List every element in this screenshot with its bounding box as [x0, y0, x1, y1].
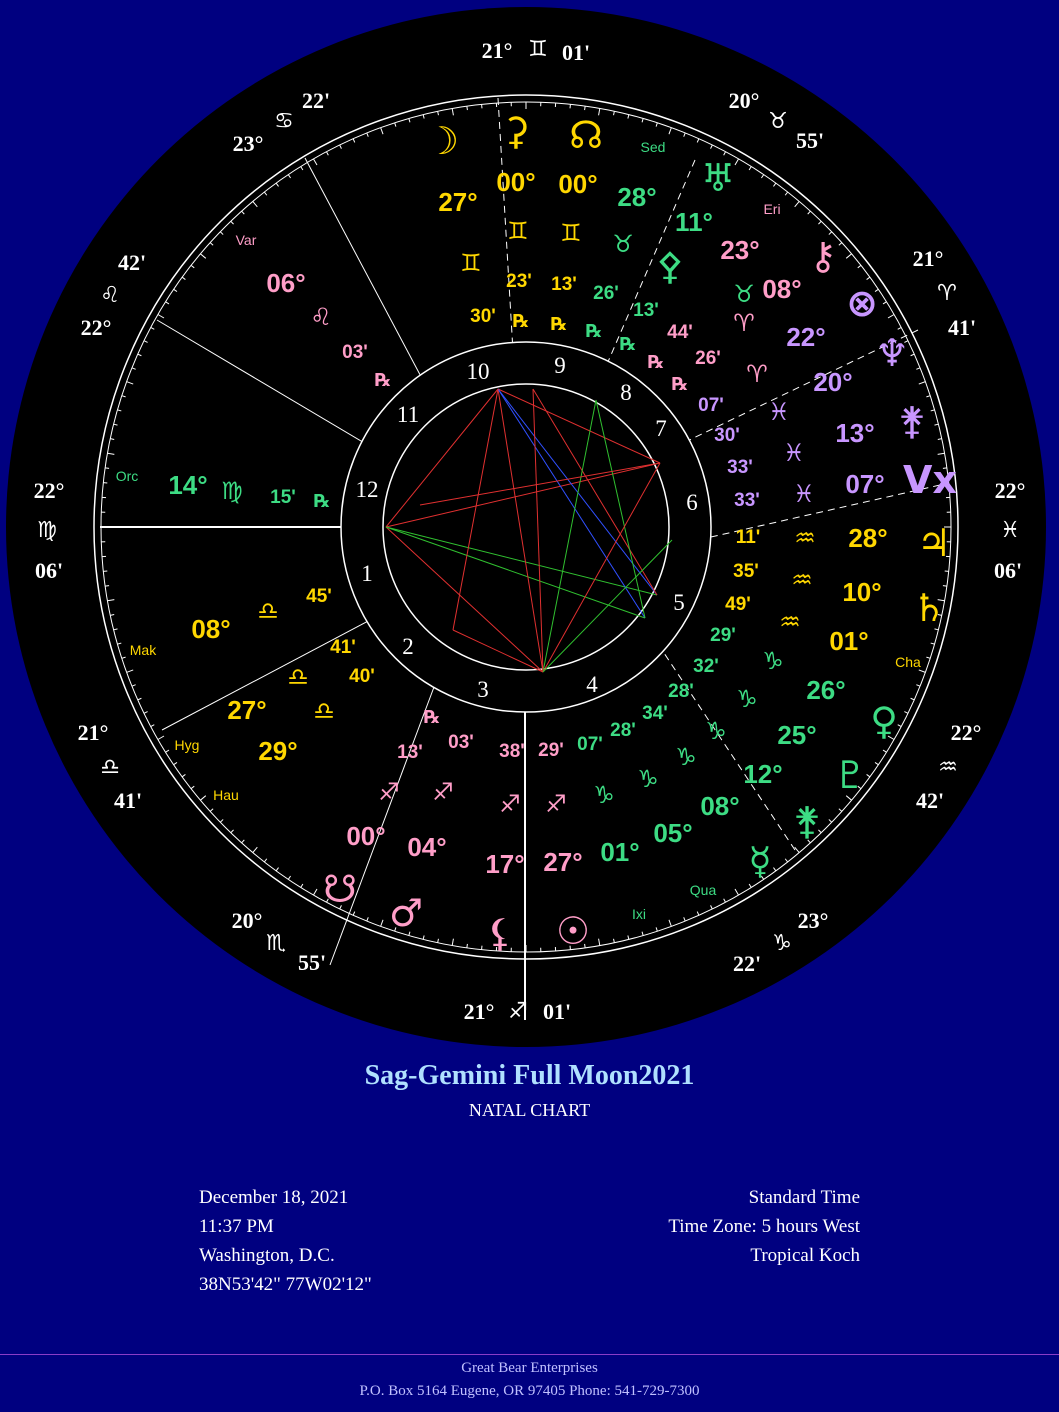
house-number-3: 3 — [477, 677, 489, 702]
cusp-minute: 01' — [561, 40, 591, 65]
planet-sign-icon: ♒ — [794, 524, 816, 552]
planet-glyph-icon: ⚴ — [656, 244, 684, 288]
cusp-sign-icon: ♍ — [37, 518, 57, 543]
planet-sign-icon: ♐ — [499, 790, 521, 818]
cusp-degree: 23° — [232, 131, 264, 156]
planet-degree: 14° — [168, 470, 208, 500]
cusp-degree: 22° — [80, 315, 112, 340]
planet-degree: 25° — [777, 720, 817, 750]
retrograde-icon: ℞ — [647, 352, 665, 373]
planet-degree: 22° — [786, 322, 826, 352]
planet-minute: 49' — [725, 594, 751, 615]
planet-sign-icon: ♑ — [593, 781, 615, 809]
planet-degree: 01° — [600, 837, 640, 867]
planet-minute: 11' — [735, 527, 761, 548]
minor-body-label: Cha — [895, 654, 921, 670]
planet-sign-icon: ♑ — [736, 685, 758, 713]
planet-degree: 13° — [835, 418, 875, 448]
planet-degree: 27° — [543, 847, 583, 877]
birth-time: 11:37 PM — [199, 1216, 274, 1237]
cusp-minute: 06' — [993, 558, 1023, 583]
cusp-minute: 41' — [947, 315, 977, 340]
planet-glyph-icon: ⚷ — [809, 234, 837, 278]
cusp-degree: 21° — [481, 38, 513, 63]
planet-degree: 11° — [675, 207, 713, 237]
house-number-5: 5 — [673, 590, 685, 615]
cusp-degree: 23° — [797, 908, 829, 933]
cusp-minute: 55' — [297, 950, 327, 975]
planet-sign-icon: ♐ — [545, 790, 567, 818]
planet-minute: 13' — [633, 300, 659, 321]
planet-minute: 40' — [349, 666, 375, 687]
planet-minute: 33' — [727, 457, 753, 478]
planet-minute: 30' — [714, 425, 740, 446]
planet-degree: 26° — [806, 675, 846, 705]
planet-minute: 13' — [551, 274, 577, 295]
planet-glyph-icon: ♇ — [832, 753, 868, 797]
cusp-sign-icon: ♊ — [528, 37, 548, 62]
planet-minute: 03' — [448, 732, 474, 753]
planet-minute: 29' — [710, 625, 736, 646]
planet-minute: 26' — [593, 283, 619, 304]
house-number-4: 4 — [586, 672, 598, 697]
planet-sign-icon: ♑ — [675, 743, 697, 771]
planet-degree: 00° — [558, 169, 598, 199]
planet-degree: 00° — [496, 167, 536, 197]
planet-degree: 00° — [346, 821, 386, 851]
cusp-sign-icon: ♌ — [100, 283, 120, 308]
minor-body-label: Eri — [763, 201, 781, 217]
planet-minute: 13' — [397, 742, 423, 763]
retrograde-icon: ℞ — [512, 311, 530, 332]
house-number-11: 11 — [396, 402, 420, 427]
cusp-sign-icon: ♋ — [274, 109, 294, 134]
house-number-6: 6 — [686, 490, 698, 515]
planet-sign-icon: ♊ — [507, 217, 529, 245]
cusp-minute: 55' — [795, 128, 825, 153]
cusp-degree: 20° — [231, 908, 263, 933]
cusp-degree: 21° — [912, 246, 944, 271]
birth-info-left — [199, 1183, 372, 1299]
planet-minute: 38' — [499, 741, 525, 762]
cusp-minute: 22' — [732, 951, 762, 976]
planet-glyph-icon: ☉ — [555, 909, 591, 953]
retrograde-icon: ℞ — [619, 334, 637, 355]
cusp-sign-icon: ♏ — [266, 931, 286, 956]
planet-degree: 07° — [845, 469, 885, 499]
planet-minute: 35' — [733, 561, 759, 582]
house-number-7: 7 — [655, 416, 667, 441]
chart-title: Sag-Gemini Full Moon2021 — [364, 1060, 695, 1091]
planet-degree: 10° — [842, 577, 882, 607]
planet-minute: 23' — [506, 271, 532, 292]
minor-body-label: Sed — [640, 139, 666, 155]
planet-degree: 20° — [813, 367, 853, 397]
planet-minute: 45' — [306, 586, 332, 607]
planet-minute: 07' — [577, 734, 603, 755]
cusp-degree: 22° — [994, 478, 1026, 503]
cusp-minute: 06' — [34, 558, 64, 583]
cusp-minute: 01' — [542, 999, 572, 1024]
footer-divider — [0, 1354, 1059, 1355]
planet-degree: 23° — [720, 235, 760, 265]
planet-minute: 15' — [270, 487, 296, 508]
birth-place: Washington, D.C. — [199, 1245, 335, 1266]
planet-sign-icon: ♒ — [779, 608, 801, 636]
planet-glyph-icon: ♂ — [388, 891, 424, 935]
house-number-9: 9 — [554, 353, 566, 378]
planet-minute: 28' — [668, 681, 694, 702]
planet-degree: 06° — [266, 268, 306, 298]
retrograde-icon: ℞ — [423, 707, 441, 728]
chart-subtitle: NATAL CHART — [468, 1100, 591, 1120]
planet-minute: 30' — [470, 306, 496, 327]
planet-degree: 05° — [653, 818, 693, 848]
house-number-10: 10 — [466, 359, 490, 384]
minor-body-label: Var — [235, 232, 257, 248]
birth-date: December 18, 2021 — [199, 1187, 349, 1208]
retrograde-icon: ℞ — [313, 491, 331, 512]
planet-glyph-icon: ☿ — [748, 839, 772, 883]
planet-glyph-icon: ⚸ — [486, 911, 514, 955]
planet-sign-icon: ♎ — [257, 597, 279, 625]
planet-sign-icon: ♓ — [768, 398, 790, 426]
cusp-minute: 42' — [915, 788, 945, 813]
planet-sign-icon: ♊ — [560, 219, 582, 247]
planet-minute: 32' — [693, 656, 719, 677]
planet-sign-icon: ♐ — [432, 778, 454, 806]
planet-degree: 27° — [438, 187, 478, 217]
planet-glyph-icon: Vx — [903, 458, 957, 502]
retrograde-icon: ℞ — [374, 370, 392, 391]
planet-sign-icon: ♉ — [733, 280, 755, 308]
planet-minute: 07' — [698, 395, 724, 416]
tick-mark — [105, 468, 109, 469]
aspect-circle — [383, 384, 669, 670]
planet-sign-icon: ♓ — [793, 480, 815, 508]
minor-body-label: Orc — [115, 468, 139, 484]
cusp-degree: 22° — [33, 478, 65, 503]
planet-sign-icon: ♎ — [313, 697, 335, 725]
house-number-12: 12 — [355, 477, 379, 502]
planet-glyph-icon: ☊ — [569, 113, 603, 157]
planet-sign-icon: ♌ — [310, 303, 332, 331]
minor-body-label: Mak — [129, 642, 157, 658]
planet-degree: 01° — [829, 626, 869, 656]
planet-minute: 33' — [734, 490, 760, 511]
planet-degree: 08° — [191, 614, 231, 644]
birth-info-right — [668, 1183, 860, 1270]
planet-sign-icon: ♎ — [287, 663, 309, 691]
cusp-degree: 21° — [463, 999, 495, 1024]
cusp-degree: 20° — [728, 88, 760, 113]
footer-address: P.O. Box 5164 Eugene, OR 97405 Phone: 541-729-7300 — [359, 1383, 700, 1399]
planet-minute: 03' — [342, 342, 368, 363]
planet-sign-icon: ♑ — [705, 717, 727, 745]
tick-mark — [585, 106, 586, 110]
planet-glyph-icon: ⚵ — [898, 399, 926, 443]
retrograde-icon: ℞ — [585, 321, 603, 342]
planet-degree: 04° — [407, 832, 447, 862]
planet-glyph-icon: ⚳ — [502, 109, 530, 153]
planet-glyph-icon: ☋ — [323, 867, 357, 911]
planet-glyph-icon: ⊗ — [846, 281, 878, 325]
planet-sign-icon: ♑ — [762, 647, 784, 675]
planet-glyph-icon: ♆ — [874, 331, 910, 375]
minor-body-label: Hyg — [174, 737, 200, 753]
tick-mark — [105, 586, 109, 587]
planet-minute: 29' — [538, 740, 564, 761]
time-zone: Time Zone: 5 hours West — [668, 1216, 860, 1237]
footer-company: Great Bear Enterprises — [461, 1360, 598, 1376]
planet-degree: 08° — [762, 274, 802, 304]
planet-minute: 44' — [667, 322, 693, 343]
cusp-sign-icon: ♐ — [508, 999, 528, 1024]
cusp-sign-icon: ♈ — [937, 281, 957, 306]
birth-coordinates: 38N53'42" 77W02'12" — [199, 1274, 372, 1295]
minor-body-label: Hau — [213, 787, 239, 803]
planet-glyph-icon: ♀ — [870, 699, 898, 743]
tick-mark — [467, 106, 468, 110]
minor-body-label: Ixi — [632, 906, 646, 922]
time-type: Standard Time — [748, 1187, 860, 1208]
planet-sign-icon: ♈ — [746, 360, 768, 388]
planet-sign-icon: ♓ — [783, 439, 805, 467]
minor-body-label: Qua — [689, 882, 717, 898]
planet-sign-icon: ♒ — [791, 566, 813, 594]
cusp-degree: 21° — [77, 720, 109, 745]
cusp-sign-icon: ♒ — [938, 755, 958, 780]
cusp-minute: 41' — [113, 788, 143, 813]
planet-degree: 17° — [485, 849, 525, 879]
planet-sign-icon: ♉ — [612, 230, 634, 258]
planet-minute: 28' — [610, 720, 636, 741]
planet-minute: 34' — [642, 703, 668, 724]
planet-degree: 12° — [743, 759, 783, 789]
cusp-sign-icon: ♎ — [100, 755, 120, 780]
planet-sign-icon: ♊ — [460, 249, 482, 277]
planet-minute: 41' — [330, 637, 356, 658]
house-system: Tropical Koch — [750, 1245, 860, 1266]
cusp-sign-icon: ♉ — [768, 109, 788, 134]
house-number-8: 8 — [620, 380, 632, 405]
retrograde-icon: ℞ — [671, 374, 689, 395]
tick-mark — [467, 944, 468, 948]
planet-glyph-icon: ♃ — [916, 521, 952, 565]
planet-sign-icon: ♍ — [221, 477, 243, 505]
planet-degree: 28° — [617, 182, 657, 212]
house-number-1: 1 — [361, 561, 373, 586]
planet-sign-icon: ♈ — [733, 309, 755, 337]
cusp-minute: 22' — [301, 88, 331, 113]
planet-glyph-icon: ♄ — [911, 586, 947, 630]
cusp-degree: 22° — [950, 720, 982, 745]
house-number-2: 2 — [402, 634, 414, 659]
planet-degree: 29° — [258, 736, 298, 766]
cusp-sign-icon: ♑ — [772, 931, 792, 956]
planet-glyph-icon: ☽ — [424, 119, 460, 163]
planet-sign-icon: ♐ — [378, 778, 400, 806]
planet-sign-icon: ♑ — [637, 765, 659, 793]
retrograde-icon: ℞ — [550, 314, 568, 335]
planet-minute: 26' — [695, 348, 721, 369]
planet-glyph-icon: ⚵ — [793, 799, 821, 843]
planet-degree: 27° — [227, 695, 267, 725]
cusp-sign-icon: ♓ — [1000, 518, 1020, 543]
planet-degree: 08° — [700, 791, 740, 821]
planet-degree: 28° — [848, 523, 888, 553]
cusp-minute: 42' — [117, 250, 147, 275]
planet-glyph-icon: ♅ — [700, 156, 736, 200]
